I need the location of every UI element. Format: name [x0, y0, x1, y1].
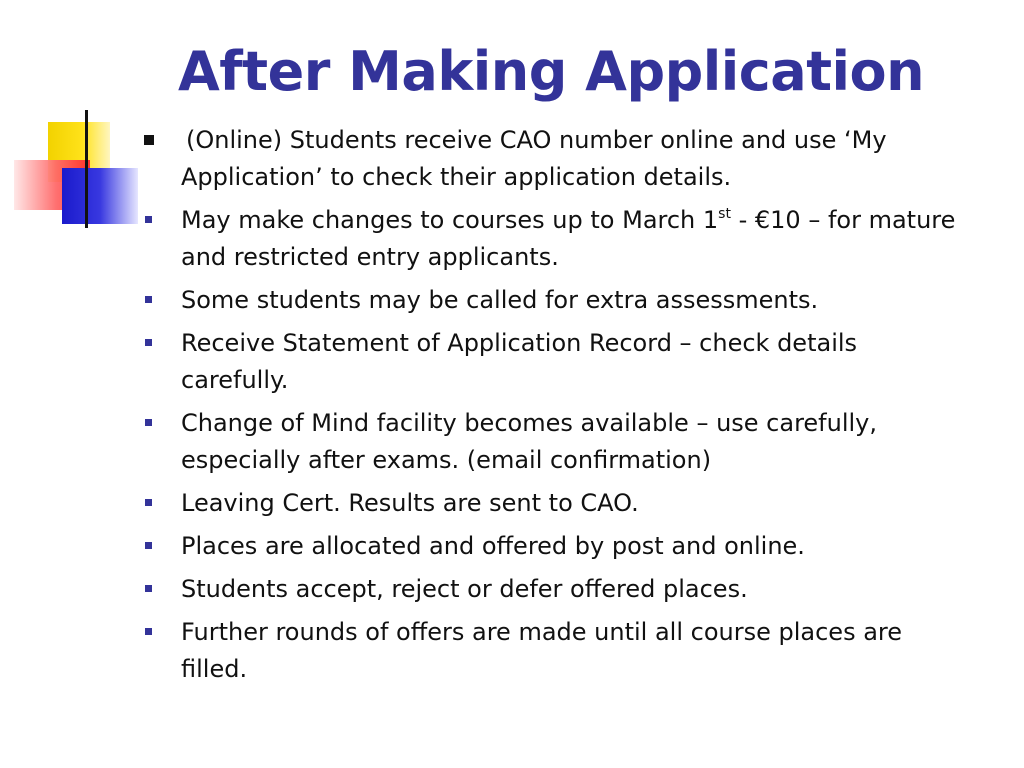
bullet-marker-icon — [145, 585, 152, 592]
bullet-text: Some students may be called for extra assessments. — [181, 286, 819, 314]
bullet-text-part: May make changes to courses up to March 1 — [181, 206, 719, 234]
logo-blue-square — [62, 168, 138, 224]
bullet-text: Places are allocated and offered by post and online. — [181, 532, 805, 560]
bullet-marker-icon — [144, 135, 154, 145]
bullet-text: Students accept, reject or defer offered places. — [181, 575, 748, 603]
bullet-item — [140, 282, 960, 319]
bullet-text: Change of Mind facility becomes available – use carefully, especially after exams. (email confirmation) — [181, 409, 878, 474]
bullet-item — [140, 405, 960, 479]
bullet-list — [140, 122, 960, 694]
logo-vertical-line — [85, 110, 88, 228]
bullet-superscript: st — [718, 206, 731, 222]
bullet-item — [140, 485, 960, 522]
bullet-marker-icon — [145, 339, 152, 346]
bullet-text: (Online) Students receive CAO number online and use ‘My Application’ to check their application details. — [181, 126, 887, 191]
bullet-item — [140, 528, 960, 565]
bullet-item — [140, 202, 960, 276]
bullet-marker-icon — [145, 499, 152, 506]
decorative-logo — [0, 100, 150, 240]
bullet-text: Leaving Cert. Results are sent to CAO. — [181, 489, 639, 517]
bullet-item — [140, 122, 960, 196]
bullet-text-part: - €10 – for mature and restricted entry applicants. — [181, 206, 956, 271]
bullet-text: Further rounds of offers are made until all course places are filled. — [181, 618, 903, 683]
bullet-marker-icon — [145, 296, 152, 303]
bullet-marker-icon — [145, 542, 152, 549]
bullet-text — [181, 202, 960, 276]
bullet-marker-icon — [145, 419, 152, 426]
bullet-item — [140, 571, 960, 608]
bullet-marker-icon — [145, 216, 152, 223]
bullet-text: Receive Statement of Application Record – check details carefully. — [181, 329, 858, 394]
bullet-item — [140, 325, 960, 399]
slide-title: After Making Application — [178, 40, 925, 103]
bullet-item — [140, 614, 960, 688]
bullet-marker-icon — [145, 628, 152, 635]
